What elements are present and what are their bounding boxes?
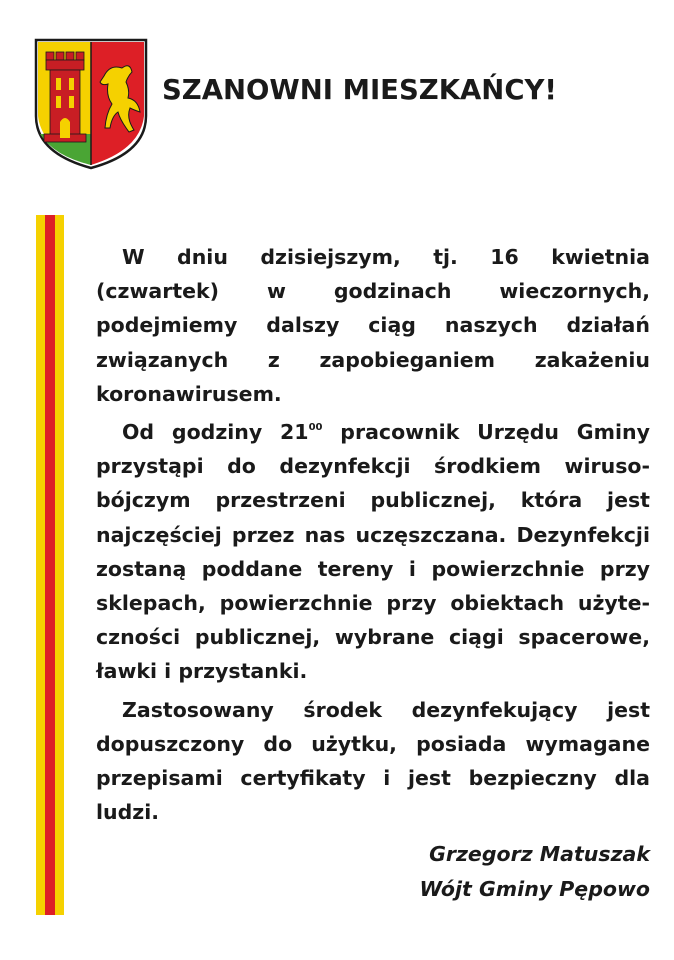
signature-name: Grzegorz Matuszak bbox=[429, 842, 650, 866]
hour-superscript: 00 bbox=[308, 422, 323, 434]
signature-role: Wójt Gminy Pępowo bbox=[419, 877, 650, 901]
notice-paragraph-2-start: Od godziny 21 bbox=[122, 420, 309, 445]
coat-of-arms-icon bbox=[34, 38, 148, 170]
notice-body bbox=[96, 240, 650, 833]
decorative-flag-stripe bbox=[36, 215, 64, 915]
signature-block bbox=[419, 837, 650, 907]
page-title: SZANOWNI MIESZKAŃCY! bbox=[162, 74, 557, 106]
notice-paragraph-1: W dniu dzisiejszym, tj. 16 kwietnia (czwartek) w godzinach wieczornych, podejmiemy dalszy ciąg naszych działań związanych z zapobieganiem zakażeniu koronawirusem. bbox=[96, 245, 650, 406]
notice-paragraph-2-rest: pracownik Urzędu Gminy przystąpi do dezynfekcji środkiem wirusobójczym przestrzeni publicznej, która jest najczęściej przez nas uczęszczana. Dezynfekcji zostaną poddane tereny i powierzchnie przy sklepach, powierzchnie przy obiektach użyteczności publicznej, wybrane ciągi spacerowe, ławki i przystanki. bbox=[96, 420, 650, 684]
notice-paragraph-3: Zastosowany środek dezynfekujący jest dopuszczony do użytku, posiada wymagane przepisami certyfikaty i jest bezpieczny dla ludzi. bbox=[96, 697, 650, 825]
notice-paragraph-2 bbox=[96, 415, 650, 689]
